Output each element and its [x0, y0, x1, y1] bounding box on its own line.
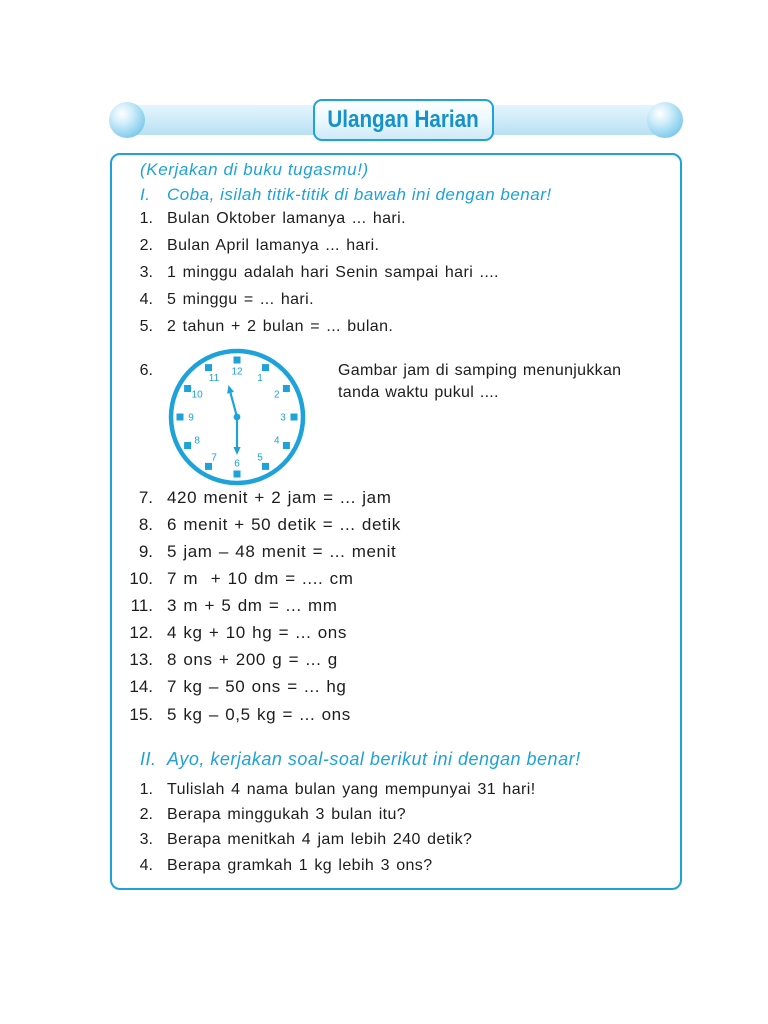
header-sphere-right — [647, 102, 683, 138]
question-text: Berapa minggukah 3 bulan itu? — [167, 806, 407, 823]
question-text: 4 kg + 10 hg = ... ons — [167, 623, 347, 642]
clock-hour-marker — [234, 471, 241, 478]
question-number: 3. — [139, 831, 153, 848]
section-heading-2 — [140, 749, 581, 769]
question-text-line: Gambar jam di samping menunjukkan — [338, 362, 622, 379]
question-number: 6. — [139, 362, 153, 379]
question-item — [120, 650, 338, 670]
question-text: 5 jam – 48 menit = ... menit — [167, 542, 397, 561]
question-number: 1. — [139, 781, 153, 798]
clock-hour-marker — [177, 414, 184, 421]
section-heading-1 — [140, 185, 552, 205]
clock-hour-marker — [205, 463, 212, 470]
clock-hour-marker — [283, 385, 290, 392]
clock-hour-marker — [283, 442, 290, 449]
question-item — [120, 236, 379, 256]
question-number: 1. — [139, 210, 153, 227]
clock-hour-marker — [184, 385, 191, 392]
section-numeral: II. — [140, 749, 157, 769]
question-text: 420 menit + 2 jam = ... jam — [167, 488, 392, 507]
question-item — [120, 317, 393, 337]
section-numeral: I. — [140, 185, 151, 204]
question-number: 4. — [139, 857, 153, 874]
section-heading-text: Ayo, kerjakan soal-soal berikut ini dengan benar! — [167, 749, 581, 769]
question-number: 7. — [138, 488, 153, 507]
question-number: 10. — [129, 569, 153, 588]
clock-number: 10 — [191, 389, 203, 401]
section-heading-text: Coba, isilah titik-titik di bawah ini dengan benar! — [167, 185, 552, 204]
question-item — [120, 515, 401, 535]
question-text: 1 minggu adalah hari Senin sampai hari .... — [167, 264, 499, 281]
title-box — [313, 99, 494, 141]
question-text: Tulislah 4 nama bulan yang mempunyai 31 hari! — [167, 781, 536, 798]
question-number: 9. — [138, 542, 153, 561]
question-number: 12. — [129, 623, 153, 642]
question-item — [120, 488, 391, 508]
question-item — [120, 290, 314, 310]
clock-number: 3 — [280, 412, 286, 424]
question-number: 13. — [129, 650, 153, 669]
question-item — [120, 263, 499, 283]
question-number: 11. — [130, 596, 153, 615]
question-number: 3. — [139, 264, 153, 281]
question-item — [120, 780, 536, 800]
question-number: 15. — [129, 705, 153, 724]
question-item — [120, 542, 396, 562]
question-text: Berapa gramkah 1 kg lebih 3 ons? — [167, 857, 433, 874]
clock-hour-marker — [262, 364, 269, 371]
question-item — [120, 569, 354, 589]
clock-hour-marker — [184, 442, 191, 449]
question-text: 5 minggu = ... hari. — [167, 291, 314, 308]
question-text: 7 kg – 50 ons = ... hg — [167, 677, 347, 696]
question-text-line: tanda waktu pukul .... — [338, 384, 499, 401]
question-text: 3 m + 5 dm = ... mm — [167, 596, 338, 615]
clock-hour-marker — [234, 357, 241, 364]
clock-number: 11 — [208, 372, 220, 384]
question-number: 2. — [139, 237, 153, 254]
question-item — [120, 677, 346, 697]
clock-hour-marker — [262, 463, 269, 470]
question-text: Bulan Oktober lamanya ... hari. — [167, 210, 406, 227]
question-item-clock — [120, 361, 153, 381]
question-text: Bulan April lamanya ... hari. — [167, 237, 380, 254]
question-text: 7 m + 10 dm = .... cm — [167, 569, 354, 588]
clock-hour-marker — [205, 364, 212, 371]
clock-number: 7 — [211, 452, 217, 464]
question-text: 5 kg – 0,5 kg = ... ons — [167, 705, 351, 724]
question-text: Berapa menitkah 4 jam lebih 240 detik? — [167, 831, 473, 848]
instruction-text: (Kerjakan di buku tugasmu!) — [140, 160, 369, 179]
clock-number: 6 — [234, 458, 240, 470]
question-item — [120, 830, 472, 850]
question-item — [120, 623, 347, 643]
clock-hour-marker — [291, 414, 298, 421]
question-text: 2 tahun + 2 bulan = ... bulan. — [167, 318, 394, 335]
clock-number: 8 — [194, 435, 200, 447]
clock-number: 5 — [257, 452, 263, 464]
question-item — [120, 596, 338, 616]
clock-illustration — [162, 345, 312, 491]
clock-number: 9 — [188, 412, 194, 424]
clock-number: 1 — [257, 372, 263, 384]
question-number: 2. — [139, 806, 153, 823]
question-text: 6 menit + 50 detik = ... detik — [167, 515, 401, 534]
question-number: 14. — [129, 677, 153, 696]
question-number: 8. — [138, 515, 153, 534]
question-text: 8 ons + 200 g = ... g — [167, 650, 338, 669]
question-item — [120, 805, 406, 825]
page-title: Ulangan Harian — [327, 106, 480, 133]
header-sphere-left — [109, 102, 145, 138]
clock-number: 12 — [231, 366, 243, 378]
question-number: 4. — [139, 291, 153, 308]
question-number: 5. — [139, 318, 153, 335]
question-item — [120, 209, 406, 229]
question-item — [120, 856, 433, 876]
clock-number: 4 — [274, 435, 280, 447]
clock-number: 2 — [274, 389, 280, 401]
question-item — [120, 705, 351, 725]
clock-center-dot — [234, 414, 241, 421]
